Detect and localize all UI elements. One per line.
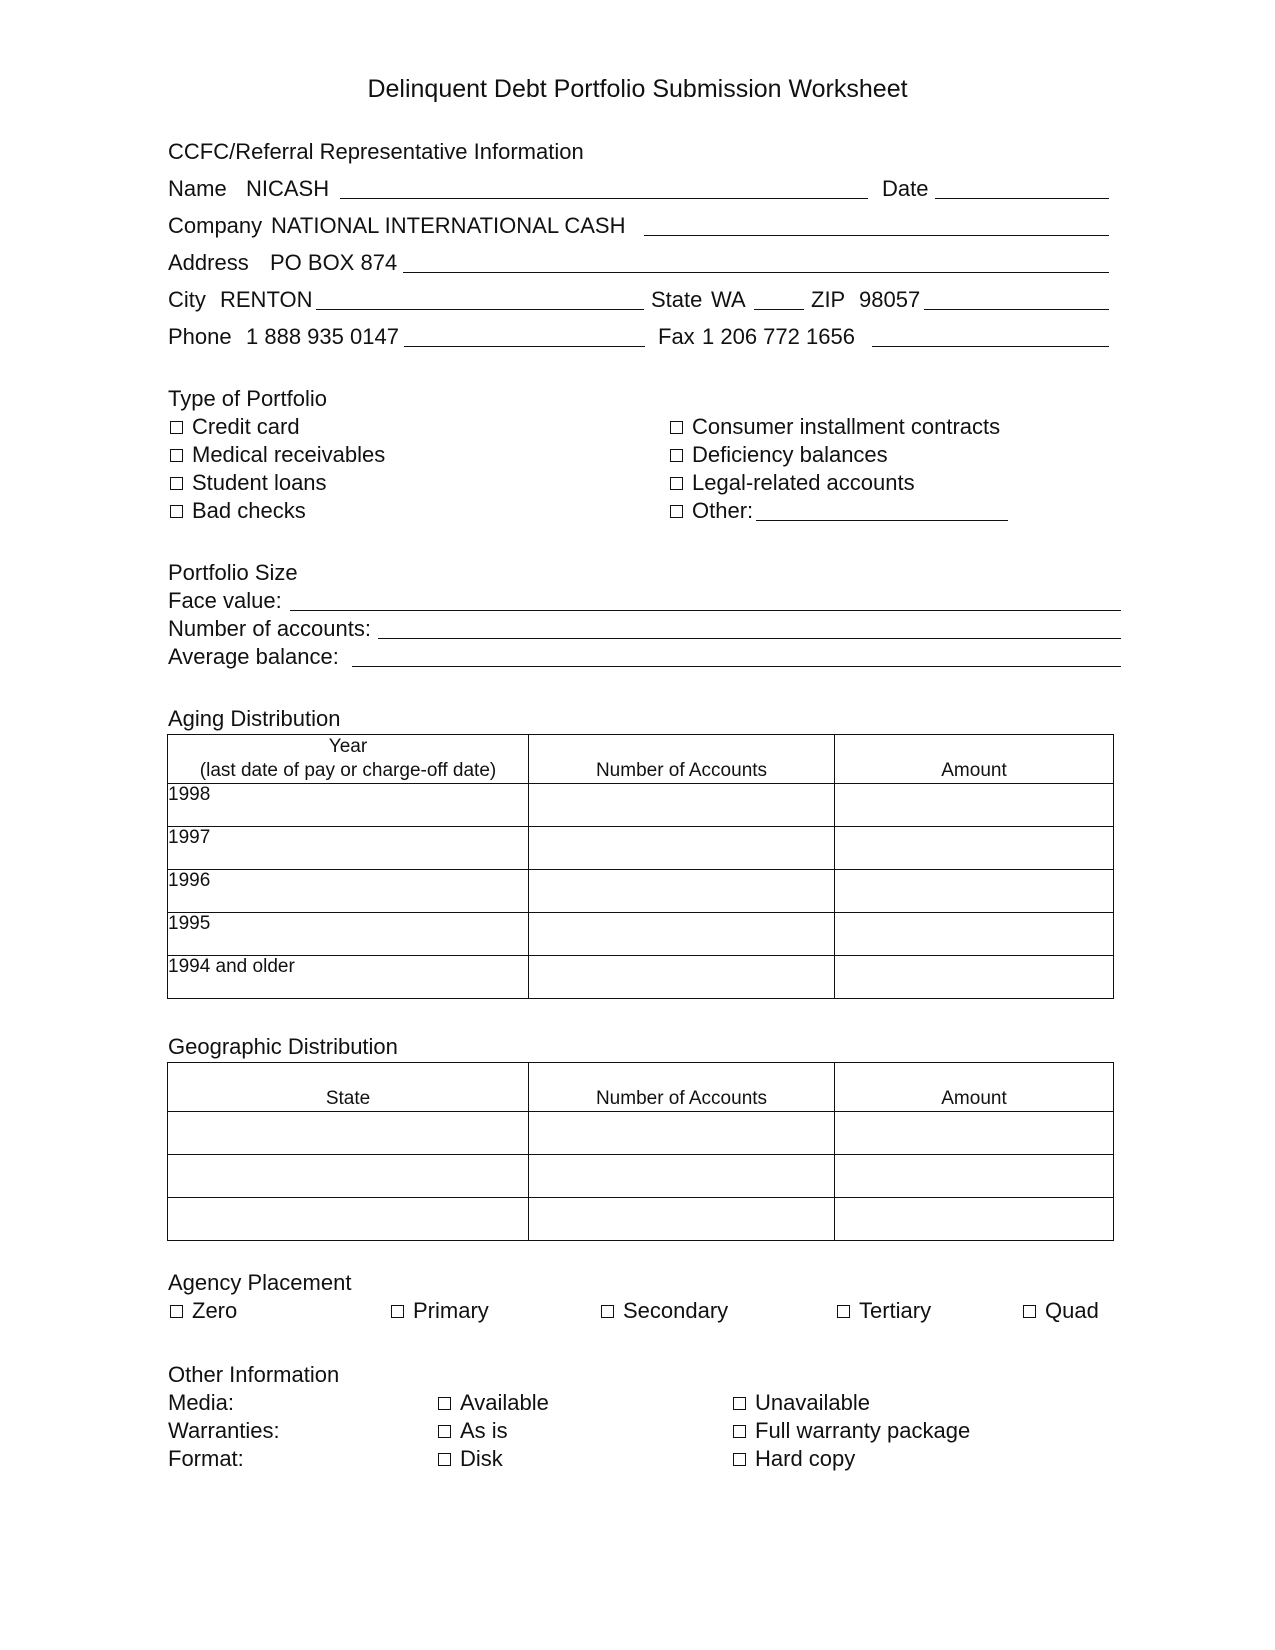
option-student-loans[interactable]: Student loans (170, 470, 327, 496)
checkbox-icon (438, 1397, 451, 1410)
zip-field[interactable] (924, 309, 1109, 310)
fax-value: 1 206 772 1656 (702, 324, 855, 349)
aging-accounts-cell[interactable] (529, 913, 835, 956)
fax-field[interactable] (872, 346, 1109, 347)
checkbox-icon (733, 1453, 746, 1466)
geo-amount-cell[interactable] (835, 1155, 1114, 1198)
aging-accounts-cell[interactable] (529, 827, 835, 870)
aging-amount-header: Amount (835, 735, 1114, 784)
other-info-heading: Other Information (168, 1362, 340, 1387)
portfolio-size-heading: Portfolio Size (168, 560, 298, 585)
zip-value: 98057 (859, 287, 921, 312)
geo-header-row (168, 1063, 1114, 1112)
rep-heading: CCFC/Referral Representative Information (168, 139, 584, 164)
name-label: Name (168, 176, 227, 201)
placement-tertiary[interactable]: Tertiary (837, 1298, 931, 1324)
aging-accounts-cell[interactable] (529, 784, 835, 827)
geo-accounts-cell[interactable] (529, 1112, 835, 1155)
geo-table (167, 1062, 1114, 1241)
geo-accounts-cell[interactable] (529, 1198, 835, 1241)
table-row (168, 1112, 1114, 1155)
geo-heading: Geographic Distribution (168, 1034, 398, 1059)
avg-balance-label: Average balance: (168, 644, 339, 669)
table-row (168, 1155, 1114, 1198)
date-label: Date (882, 176, 929, 201)
placement-heading: Agency Placement (168, 1270, 352, 1295)
state-label: State (651, 287, 703, 312)
state-field[interactable] (754, 309, 804, 310)
city-label: City (168, 287, 206, 312)
aging-year-cell: 1995 (168, 913, 529, 956)
checkbox-icon (733, 1425, 746, 1438)
option-other[interactable]: Other: (670, 498, 753, 524)
address-value: PO BOX 874 (270, 250, 398, 275)
option-consumer-installment[interactable]: Consumer installment contracts (670, 414, 1000, 440)
placement-primary[interactable]: Primary (391, 1298, 489, 1324)
media-unavailable[interactable]: Unavailable (733, 1390, 870, 1416)
checkbox-icon (170, 421, 183, 434)
checkbox-icon (170, 477, 183, 490)
aging-amount-cell[interactable] (835, 956, 1114, 999)
checkbox-icon (170, 1305, 183, 1318)
date-field[interactable] (935, 198, 1109, 199)
aging-amount-cell[interactable] (835, 870, 1114, 913)
geo-amount-cell[interactable] (835, 1112, 1114, 1155)
name-value: NICASH (246, 176, 330, 201)
geo-state-header: State (168, 1063, 529, 1112)
format-label: Format: (168, 1446, 244, 1471)
format-hard-copy[interactable]: Hard copy (733, 1446, 855, 1472)
face-value-field[interactable] (290, 610, 1121, 611)
table-row (168, 827, 1114, 870)
aging-amount-cell[interactable] (835, 913, 1114, 956)
media-available[interactable]: Available (438, 1390, 549, 1416)
num-accounts-field[interactable] (378, 638, 1121, 639)
table-row (168, 956, 1114, 999)
placement-zero[interactable]: Zero (170, 1298, 237, 1324)
company-value: NATIONAL INTERNATIONAL CASH (271, 213, 626, 238)
checkbox-icon (670, 421, 683, 434)
checkbox-icon (170, 449, 183, 462)
table-row (168, 1198, 1114, 1241)
company-field[interactable] (644, 235, 1109, 236)
zip-label: ZIP (811, 287, 846, 312)
face-value-label: Face value: (168, 588, 282, 613)
warranties-as-is[interactable]: As is (438, 1418, 508, 1444)
state-value: WA (711, 287, 746, 312)
geo-state-cell[interactable] (168, 1155, 529, 1198)
avg-balance-field[interactable] (352, 666, 1121, 667)
checkbox-icon (670, 477, 683, 490)
address-field[interactable] (403, 272, 1109, 273)
checkbox-icon (670, 505, 683, 518)
option-legal-related[interactable]: Legal-related accounts (670, 470, 915, 496)
num-accounts-label: Number of accounts: (168, 616, 371, 641)
geo-state-cell[interactable] (168, 1112, 529, 1155)
page-title: Delinquent Debt Portfolio Submission Worksheet (367, 75, 908, 103)
phone-label: Phone (168, 324, 232, 349)
option-bad-checks[interactable]: Bad checks (170, 498, 306, 524)
aging-year-cell: 1994 and older (168, 956, 529, 999)
year-header-line1: Year (328, 736, 368, 757)
checkbox-icon (438, 1453, 451, 1466)
fax-label: Fax (658, 324, 695, 349)
geo-accounts-cell[interactable] (529, 1155, 835, 1198)
checkbox-icon (733, 1397, 746, 1410)
format-disk[interactable]: Disk (438, 1446, 503, 1472)
option-deficiency-balances[interactable]: Deficiency balances (670, 442, 888, 468)
aging-table (167, 734, 1114, 999)
aging-year-cell: 1996 (168, 870, 529, 913)
aging-year-cell: 1997 (168, 827, 529, 870)
option-credit-card[interactable]: Credit card (170, 414, 300, 440)
table-row (168, 913, 1114, 956)
media-label: Media: (168, 1390, 235, 1415)
warranties-full-package[interactable]: Full warranty package (733, 1418, 970, 1444)
geo-amount-header: Amount (835, 1063, 1114, 1112)
checkbox-icon (391, 1305, 404, 1318)
aging-heading: Aging Distribution (168, 706, 341, 731)
aging-amount-cell[interactable] (835, 827, 1114, 870)
year-header-line2: (last date of pay or charge-off date) (199, 760, 497, 781)
warranties-label: Warranties: (168, 1418, 280, 1443)
geo-amount-cell[interactable] (835, 1198, 1114, 1241)
option-medical-receivables[interactable]: Medical receivables (170, 442, 385, 468)
company-label: Company (168, 213, 263, 238)
other-field[interactable] (756, 520, 1008, 521)
placement-quad[interactable]: Quad (1023, 1298, 1099, 1324)
checkbox-icon (670, 449, 683, 462)
aging-accounts-header: Number of Accounts (529, 735, 835, 784)
aging-accounts-cell[interactable] (529, 870, 835, 913)
phone-field[interactable] (404, 346, 645, 347)
table-row (168, 870, 1114, 913)
name-field[interactable] (340, 198, 868, 199)
phone-value: 1 888 935 0147 (246, 324, 399, 349)
placement-secondary[interactable]: Secondary (601, 1298, 728, 1324)
checkbox-icon (837, 1305, 850, 1318)
checkbox-icon (438, 1425, 451, 1438)
checkbox-icon (1023, 1305, 1036, 1318)
city-value: RENTON (220, 287, 313, 312)
aging-year-header (168, 735, 529, 784)
checkbox-icon (170, 505, 183, 518)
table-row (168, 784, 1114, 827)
city-field[interactable] (316, 309, 644, 310)
aging-year-cell: 1998 (168, 784, 529, 827)
aging-header-row (168, 735, 1114, 784)
address-label: Address (168, 250, 249, 275)
checkbox-icon (601, 1305, 614, 1318)
geo-state-cell[interactable] (168, 1198, 529, 1241)
portfolio-type-heading: Type of Portfolio (168, 386, 327, 411)
geo-accounts-header: Number of Accounts (529, 1063, 835, 1112)
aging-accounts-cell[interactable] (529, 956, 835, 999)
aging-amount-cell[interactable] (835, 784, 1114, 827)
